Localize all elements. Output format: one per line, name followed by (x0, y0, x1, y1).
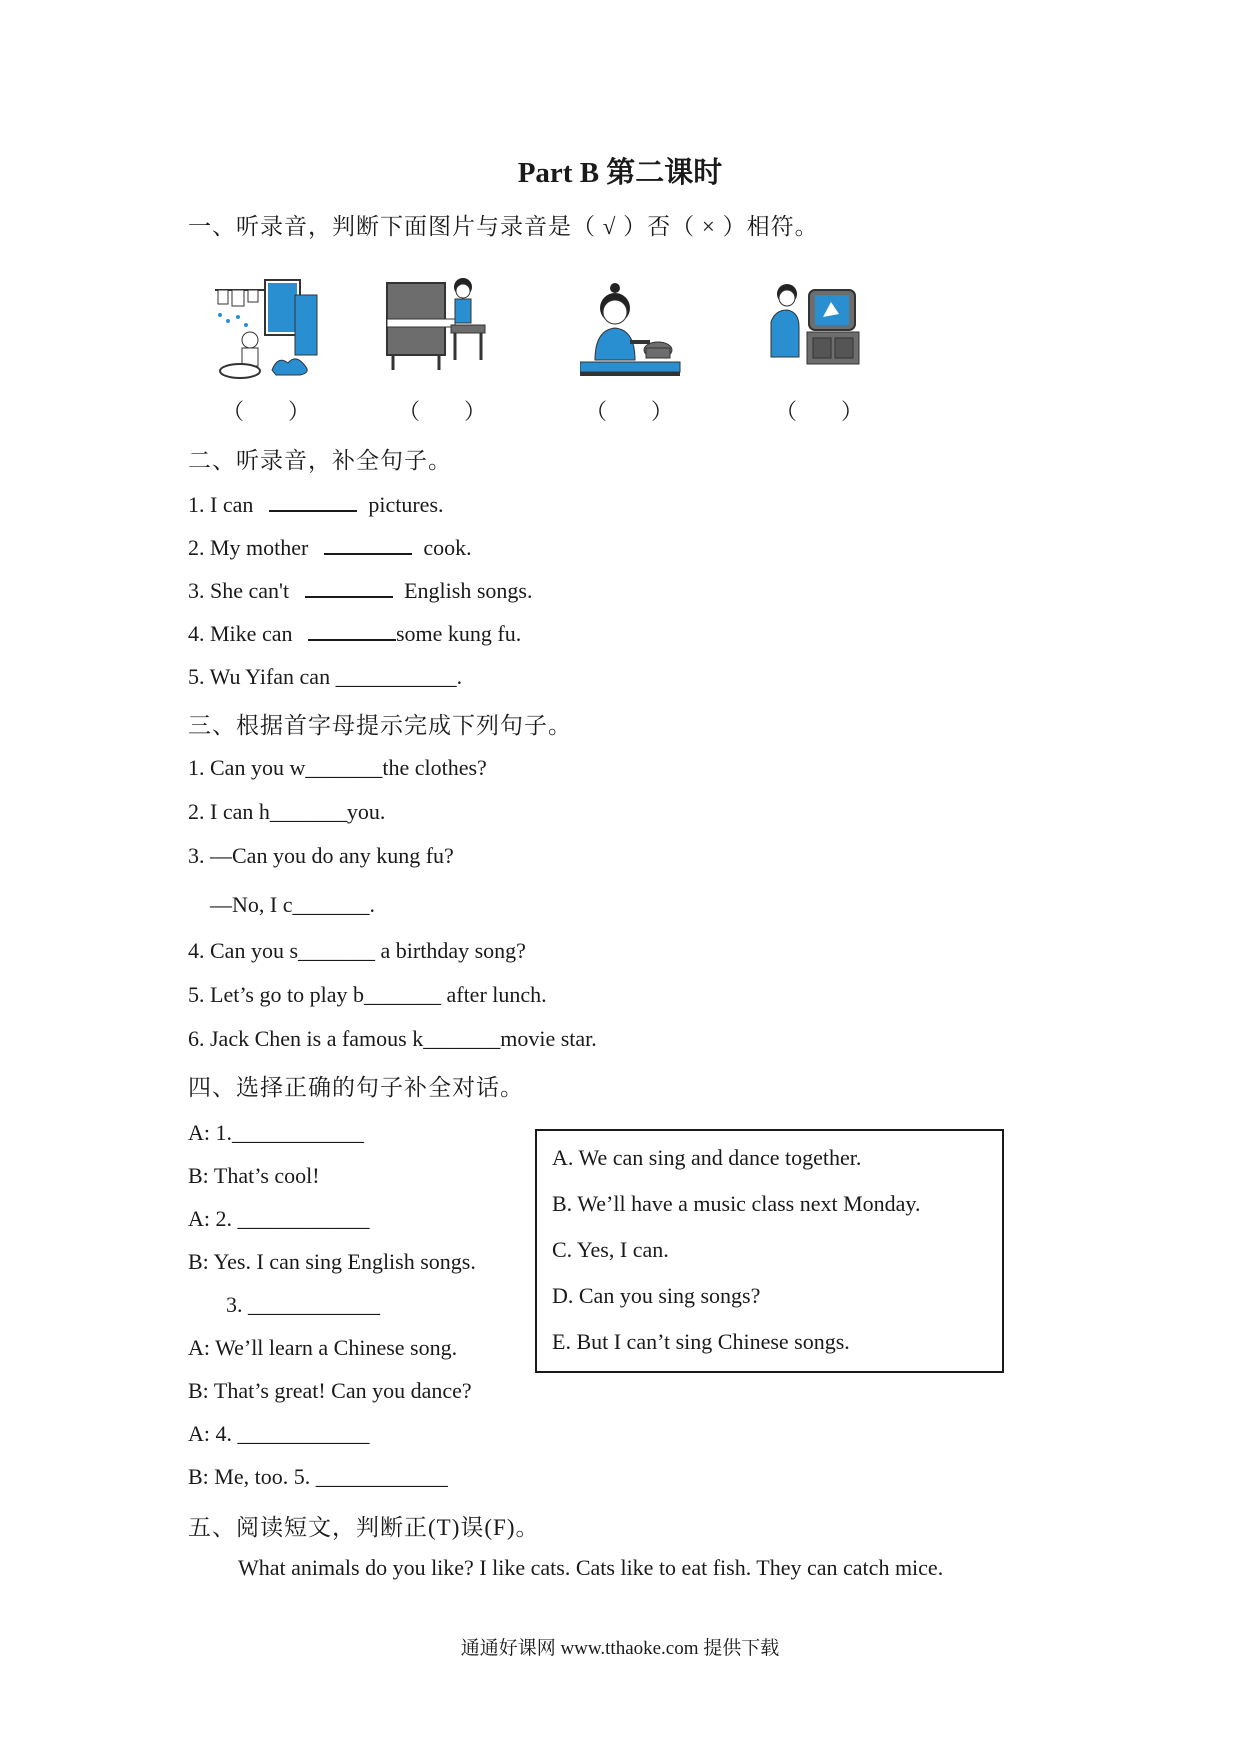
letter-hint-item-4: 4. Can you s_______ a birthday song? (188, 938, 526, 963)
option-c: C. Yes, I can. (552, 1237, 669, 1262)
dialogue-line-9: B: Me, too. 5. ____________ (188, 1464, 448, 1489)
option-e: E. But I can’t sing Chinese songs. (552, 1329, 850, 1354)
answer-paren-1[interactable]: （ ） (222, 399, 311, 424)
option-d: D. Can you sing songs? (552, 1283, 761, 1308)
blank-1[interactable] (269, 494, 357, 512)
dialogue-line-1: A: 1.____________ (188, 1120, 364, 1145)
page-title: Part B 第二课时 (517, 157, 723, 189)
answer-paren-3[interactable]: （ ） (585, 399, 674, 424)
section5-heading: 五、阅读短文，判断正(T)误(F)。 (188, 1515, 540, 1540)
playing-piano-picture (385, 275, 495, 385)
answer-paren-2[interactable]: （ ） (398, 399, 487, 424)
blank-4[interactable] (308, 623, 396, 641)
letter-hint-item-1: 1. Can you w_______the clothes? (188, 755, 487, 780)
dialogue-line-5: 3. ____________ (226, 1292, 380, 1317)
dialogue-line-3: A: 2. ____________ (188, 1206, 370, 1231)
washing-clothes-picture (210, 275, 320, 385)
section1-heading: 一、听录音，判断下面图片与录音是（ √ ）否（ × ）相符。 (188, 214, 819, 239)
listen-item-2: 2. My mother cook. (188, 535, 472, 560)
option-b: B. We’ll have a music class next Monday. (552, 1191, 921, 1216)
section2-heading: 二、听录音，补全句子。 (188, 448, 452, 473)
letter-hint-item-3: 3. —Can you do any kung fu? (188, 843, 454, 868)
dialogue-line-2: B: That’s cool! (188, 1163, 320, 1188)
blank-3[interactable] (305, 580, 393, 598)
options-box (535, 1129, 1004, 1373)
footer: 通通好课网 www.tthaoke.com 提供下载 (460, 1638, 780, 1659)
answer-paren-4[interactable]: （ ） (775, 399, 864, 424)
dialogue-line-6: A: We’ll learn a Chinese song. (188, 1335, 458, 1360)
letter-hint-item-3-answer: —No, I c_______. (210, 892, 375, 917)
letter-hint-item-6: 6. Jack Chen is a famous k_______movie star. (188, 1026, 597, 1051)
option-a: A. We can sing and dance together. (552, 1145, 862, 1170)
section4-heading: 四、选择正确的句子补全对话。 (188, 1075, 524, 1100)
letter-hint-item-5: 5. Let’s go to play b_______ after lunch. (188, 982, 547, 1007)
dialogue-line-4: B: Yes. I can sing English songs. (188, 1249, 476, 1274)
dialogue-line-7: B: That’s great! Can you dance? (188, 1378, 472, 1403)
letter-hint-item-2: 2. I can h_______you. (188, 799, 386, 824)
section3-heading: 三、根据首字母提示完成下列句子。 (188, 713, 572, 738)
listen-item-3: 3. She can't English songs. (188, 578, 533, 603)
cooking-picture (580, 280, 690, 390)
listen-item-4: 4. Mike can some kung fu. (188, 621, 522, 646)
listen-item-1: 1. I can pictures. (188, 492, 444, 517)
reading-passage: What animals do you like? I like cats. Cats like to eat fish. They can catch mice. (238, 1555, 944, 1580)
dialogue-line-8: A: 4. ____________ (188, 1421, 370, 1446)
watching-tv-picture (765, 282, 875, 392)
blank-2[interactable] (324, 537, 412, 555)
listen-item-5: 5. Wu Yifan can ___________. (188, 664, 463, 689)
